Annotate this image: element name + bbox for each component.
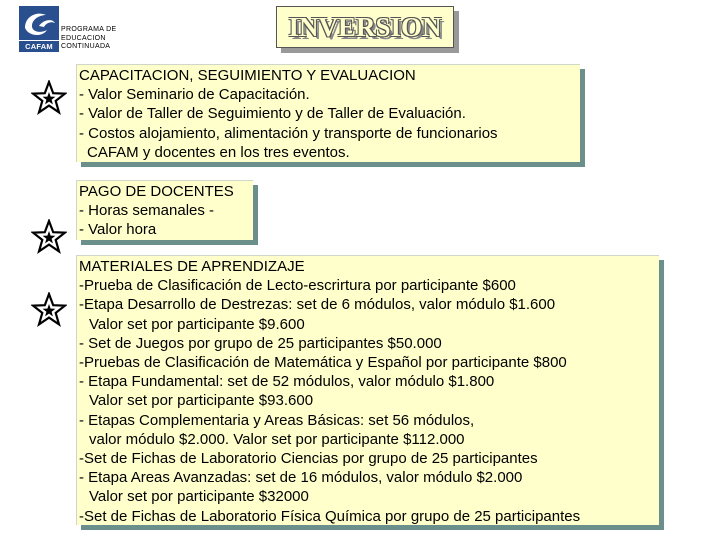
section-line: - Valor hora [79, 221, 157, 239]
section-line: valor módulo $2.000. Valor set por participante $112.000 [89, 430, 465, 448]
program-line: PROGRAMA DE [61, 26, 117, 33]
cafam-swirl-logo-icon [19, 6, 59, 40]
section-line: - Valor de Taller de Seguimiento y de Taller de Evaluación. [79, 105, 466, 123]
section-line: - Costos alojamiento, alimentación y transporte de funcionarios [79, 124, 498, 142]
program-line: EDUCACION [61, 34, 106, 42]
title-box [276, 6, 454, 48]
section-line: -Etapa Desarrollo de Destrezas: set de 6 módulos, valor módulo $1.600 [79, 296, 556, 314]
section-pago-docentes [76, 180, 253, 240]
star-icon [31, 219, 67, 255]
section-line: - Valor Seminario de Capacitación. [79, 86, 310, 104]
section-line: - Etapa Areas Avanzadas: set de 16 módulos, valor módulo $2.000 [79, 469, 523, 487]
section-line: -Prueba de Clasificación de Lecto-escrirtura por participante $600 [79, 277, 516, 295]
section-line: Valor set por participante $32000 [89, 488, 309, 506]
section-line: - Set de Juegos por grupo de 25 participantes $50.000 [79, 334, 442, 352]
section-capacitacion [76, 64, 580, 162]
logo-wordmark: CAFAM [19, 41, 59, 52]
section-heading: MATERIALES DE APRENDIZAJE [79, 258, 305, 275]
section-line: - Etapas Complementaria y Areas Básicas: set 56 módulos, [79, 411, 475, 429]
section-line: - Etapa Fundamental: set de 52 módulos, valor módulo $1.800 [79, 373, 495, 391]
section-heading: CAPACITACION, SEGUIMIENTO Y EVALUACION [79, 67, 416, 84]
section-line: Valor set por participante $93.600 [89, 392, 314, 410]
section-line: - Horas semanales - [79, 202, 215, 220]
page-title: INVERSION [288, 11, 442, 42]
section-line: -Set de Fichas de Laboratorio Física Química por grupo de 25 participantes [79, 507, 581, 525]
section-materiales [76, 255, 659, 525]
program-line: CONTINUADA [61, 43, 111, 51]
section-line: Valor set por participante $9.600 [89, 315, 305, 333]
star-icon [31, 80, 67, 116]
section-line: CAFAM y docentes en los tres eventos. [87, 143, 350, 161]
star-icon [31, 292, 67, 328]
program-name [61, 26, 116, 52]
cafam-logo [19, 6, 59, 52]
section-heading: PAGO DE DOCENTES [79, 183, 234, 200]
section-line: -Set de Fichas de Laboratorio Ciencias por grupo de 25 participantes [79, 450, 538, 468]
section-line: -Pruebas de Clasificación de Matemática y Español por participante $800 [79, 354, 567, 372]
